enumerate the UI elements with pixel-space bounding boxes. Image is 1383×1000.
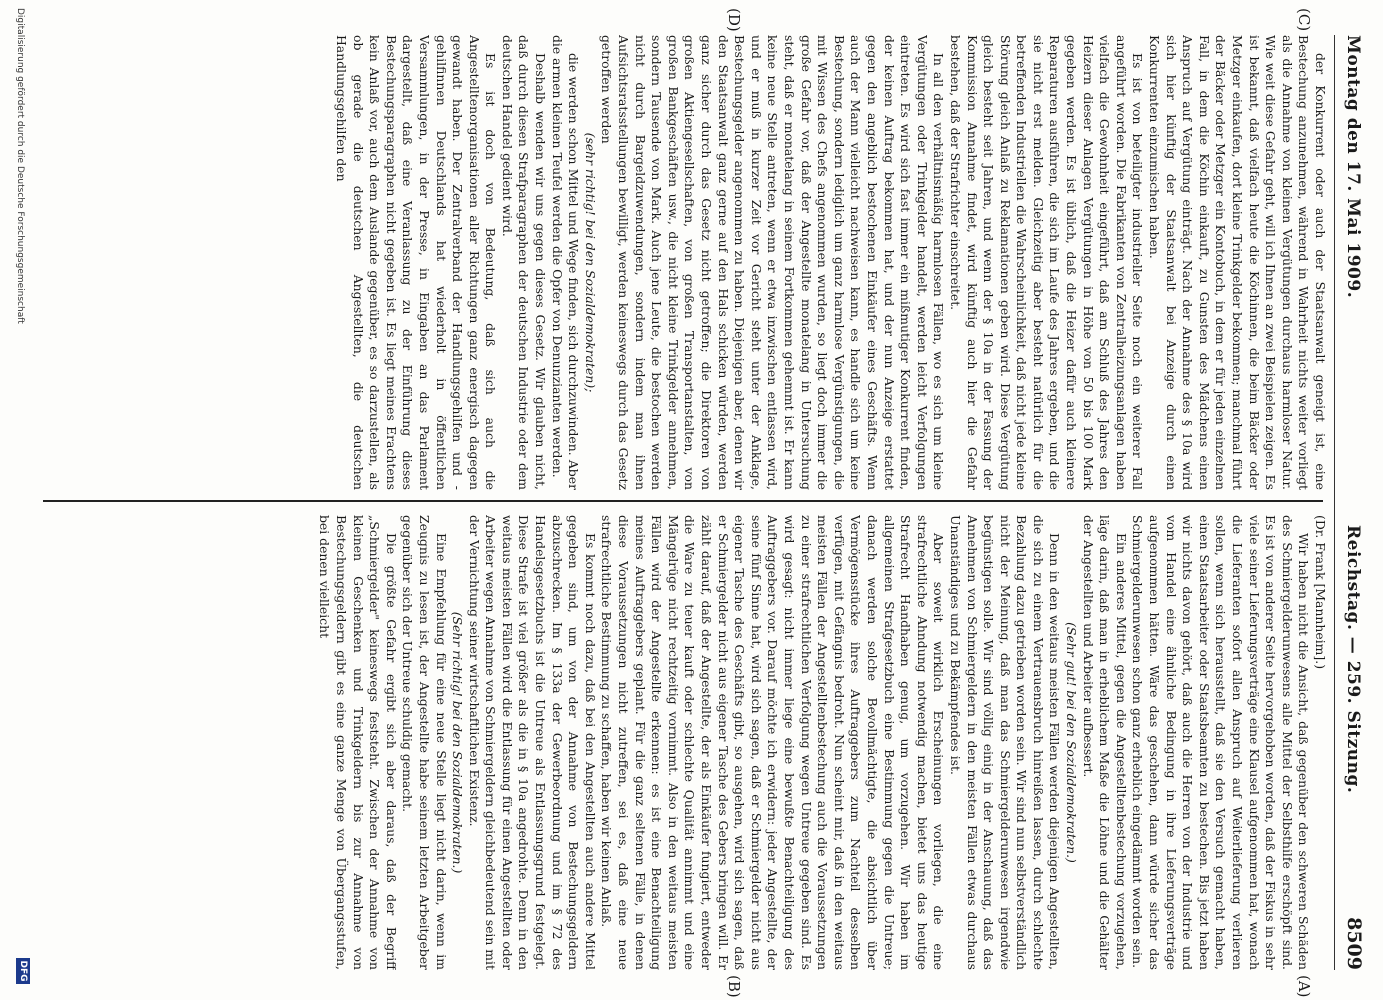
paragraph: die werden schon Mittel und Wege finden, sich durchzuwinden. Aber die armen kleinen Teufel werden die Opfer von Denunzianten werden. xyxy=(549,35,582,490)
paragraph: Es ist von beteiligter industrieller Seite noch ein weiterer Fall angeführt worden. Die Fabrikanten von Zentralheizungsanlagen haben vielfach die Gewohnheit eingeführt, daß am Schluß des Jahres den Heizern dieser Anlagen Vergütungen in Höhe von 50 bis 100 Mark gegeben werden. Es ist üblich, daß die Heizer dafür auch kleinere Reparaturen ausführen, die sich im Laufe des Jahres ergeben, und die sie nicht erst melden. Gleichzeitig aber besteht natürlich für die betreffenden Industriellen die Wahrscheinlichkeit, daß nicht jede kleine Störung gleich Anlaß zu Reklamationen geben wird. Diese Vergütung gleich besteht seit Jahren, und wenn der § 10a in der Fassung der Kommission Annahme findet, wird künftig auch hier die Gefahr bestehen, daß der Strafrichter einschreitet. xyxy=(947,35,1146,490)
paragraph: Denn in den weitaus meisten Fällen werden diejenigen Angestellten, die sich zu einem Vertrauensbruch hinreißen lassen, durch schlechte Bezahlung dazu getrieben worden sein. Wir sind nun selbstverständlich nicht der Meinung, daß man das Schmiergelderunwesen irgendwie begünstigen solle. Wir sind völlig einig in der Anschauung, daß das Annehmen von Schmiergeldern in den meisten Fällen etwas durchaus Unanständiges und zu Bekämpfendes ist. xyxy=(947,515,1063,970)
paragraph: der Konkurrent oder auch der Staatsanwalt geneigt ist, eine Bestechung anzunehmen, während in Wahrheit nichts weiter vorliegt als die Annahme von kleinen Vergütungen durchaus harmloser Natur. Wie weit diese Gefahr geht, will ich Ihnen an zwei Beispielen zeigen. Es ist bekannt, daß vielfach heute die Köchinnen, die beim Bäcker oder Metzger einkaufen, dort kleine Trinkgelder bekommen; manchmal führt der Bäcker oder Metzger ein Kontobuch, in dem er für jeden einzelnen Fall, in dem die Köchin einkauft, zu Gunsten des Mädchens einen Anspruch auf Vergütung einträgt. Nach der Annahme des § 10a wird sich hier künftig der Staatsanwalt bei Anzeige durch einen Konkurrenten einzumischen haben. xyxy=(1147,35,1328,490)
header-rule xyxy=(1334,35,1335,970)
interjection: (Sehr richtig! bei den Sozialdemokraten.) xyxy=(450,611,466,874)
margin-marker-c: (C) xyxy=(1295,8,1313,32)
paragraph: Aber soweit wirklich Erscheinungen vorliegen, die eine strafrechtliche Ahndung notwendig machen, bietet uns das heutige Strafrecht Handhaben genug, um vorzugehen. Wir haben im allgemeinen Strafgesetzbuch eine Bestimmung gegen die Untreue; danach werden solche Bevollmächtigte, die absichtlich über Vermögensstücke ihres Auftraggebers zum Nachteil desselben verfügen, mit Gefängnis bedroht. Nun scheint mir, daß in den weitaus meisten Fällen der Angestelltenbestechung auch die Voraussetzungen zu einer strafrechtlichen Verfolgung wegen Untreue gegeben sind. Es wird gesagt: nicht immer liege eine bewußte Benachteiligung des Auftraggebers vor. Darauf möchte ich erwidern: jeder Angestellte, der seine fünf Sinne hat, wird sich sagen, daß er Schmiergelder nicht aus eigener Tasche des Geschäfts gibt, so ausgehen, wird sich sagen, daß er Schmiergelder nicht aus eigener Tasche des Gebers bringen will. Er zählt darauf, daß der Angestellte, der als Einkäufer fungiert, entweder die Ware zu teuer kauft oder schlechte Qualität annimmt und eine Mängelrüge nicht rechtzeitig vornimmt. Also in den weitaus meisten Fällen wird der Angestellte erkennen: es ist eine Benachteiligung meines Auftraggebers geplant. Für die ganz seltenen Fälle, in denen diese Voraussetzungen nicht zutreffen, sei es, daß eine neue strafrechtliche Bestimmung zu schaffen, haben wir keinen Anlaß. xyxy=(599,515,947,970)
digitization-credit: Digitalisierung gefördert durch die Deutsche Forschungsgemeinschaft xyxy=(15,8,25,324)
session-title: Reichstag. — 259. Sitzung. xyxy=(1343,525,1363,794)
column-divider xyxy=(43,500,1323,502)
margin-marker-b: (B) xyxy=(725,975,743,998)
speaker-line: (Dr. Frank [Mannheim].) xyxy=(1313,515,1328,670)
margin-marker-d: (D) xyxy=(725,8,743,32)
dfg-logo: DFG xyxy=(16,958,30,984)
paragraph: Es ist doch von Bedeutung, daß sich auch die Angestelltenorganisationen aller Richtungen ganz energisch dagegen gewandt haben. Der Zentralverband der Handlungsgehilfen und -gehilfinnen Deutschlands hat wiederholt in öffentlichen Versammlungen, in der Presse, in Eingaben an das Parlament dargestellt, daß eine Veranlassung zu der Einführung dieses Bestechungsparagraphen nicht gegeben ist. Es liegt meines Erachtens kein Anlaß vor, auch dem Auslande gegenüber, es so darzustellen, als ob gerade die deutschen Angestellten, die deutschen Handlungsgehilfen den xyxy=(333,35,499,490)
paragraph: Deshalb wenden wir uns gegen dieses Gesetz. Wir glauben nicht, daß durch diesen Strafparagraphen der deutschen Industrie oder dem deutschen Handel gedient wird. xyxy=(499,35,549,490)
page-header xyxy=(1333,35,1373,970)
margin-marker-a: (A) xyxy=(1295,975,1313,998)
left-text-column xyxy=(38,35,1328,490)
paragraph: Eine Empfehlung für eine neue Stelle liegt nicht darin, wenn im Zeugnis zu lesen ist, der Angestellte habe seinem letzten Arbeitgeber gegenüber sich der Untreue schuldig gemacht. xyxy=(400,515,449,970)
right-text-column xyxy=(38,515,1328,970)
paragraph: Die größte Gefahr ergibt sich aber daraus, daß der Begriff „Schmiergelder" keineswegs feststeht. Zwischen der Annahme von kleinen Geschenken und Trinkgeldern bis zur Annahme von Bestechungsgeldern gibt es eine ganze Menge von Übergangsstufen, bei denen vielleicht xyxy=(317,515,399,970)
paragraph: Es kommt noch dazu, daß bei den Angestellten auch andere Mittel gegeben sind, um von der Annahme von Bestechungsgeldern abzuschrecken. Im § 133a der Gewerbeordnung und im § 72 des Handelsgesetzbuchs ist die Untreue als Entlassungsgrund festgelegt. Diese Strafe ist viel größer als die in § 10a angedrohte. Denn in den weitaus meisten Fällen wird die Entlassung für einen Angestellten oder Arbeiter wegen Annahme von Schmiergeldern gleichbedeutend sein mit der Vernichtung seiner wirtschaftlichen Existenz. xyxy=(466,515,598,970)
paragraph: In all den verhältnismäßig harmlosen Fällen, wo es sich um kleine Vergütungen oder Trinkgelder handelt, werden leicht Verfolgungen eintreten. Es wird sich fast immer ein mißmutiger Konkurrent finden, der keinen Auftrag bekommen hat, und der nun Anzeige erstattet gegen den angeblich bestochenen Einkäufer eines Geschäfts. Wenn auch der Mann vielleicht nachweisen kann, es handle sich um keine Bestechung, sondern lediglich um ganz harmlose Vergünstigungen, die mit Wissen des Chefs angenommen wurden, so liegt doch immer die große Gefahr vor, daß der Angestellte monatelang in Untersuchung steht, daß er monatelang in seinem Fortkommen gehemmt ist. Er kann keine neue Stelle antreten, wenn er etwa inzwischen entlassen wird, und er muß in kurzer Zeit vor Gericht steht unter der Anklage, Bestechungsgelder angenommen zu haben. Diejenigen aber, denen wir den Staatsanwalt ganz gerne auf den Hals schicken würden, werden ganz sicher durch das Gesetz nicht getroffen; die Direktoren von großen Aktiengesellschaften, von großen Transportanstalten, von großen Bankgeschäften usw., die nicht kleine Trinkgelder annehmen, sondern Tausende von Mark. Auch jene Leute, die bestochen werden nicht durch Bargeldzuwendungen, sondern indem man ihnen Aufsichtsratsstellungen bewilligt, werden keineswegs durch das Gesetz getroffen werden xyxy=(599,35,947,490)
paragraph: Wir haben nicht die Ansicht, daß gegenüber den schweren Schäden des Schmiergelderunwesens alle Mittel der Selbsthilfe erschöpft sind. Es ist von anderer Seite hervorgehoben worden, daß der Fiskus in sehr viele seiner Lieferungsverträge eine Klausel aufgenommen hat, wonach die Lieferanten sofort allen Anspruch auf Weiterlieferung verlieren sollen, wenn sich herausstellt, daß sie den Versuch gemacht haben, einen Staatsarbeiter oder Staatsbeamten zu bestechen. Bis jetzt haben wir nichts davon gehört, daß auch die Herren von der Industrie und vom Handel eine ähnliche Bedingung in ihre Lieferungsverträge aufgenommen hätten. Wäre das geschehen, dann würde sicher das Schmiergelderunwesen schon ganz erheblich eingedämmt worden sein. xyxy=(1130,515,1312,970)
page-number: 8509 xyxy=(1343,917,1365,970)
interjection: (Sehr gut! bei den Sozialdemokraten.) xyxy=(1064,622,1080,863)
interjection: (sehr richtig! bei den Sozialdemokraten); xyxy=(582,132,598,393)
paragraph: Ein anderes Mittel, gegen die Angestelltenbestechung vorzugehen, läge darin, daß man in erheblichem Maße die Löhne und die Gehälter der Angestellten und Arbeiter aufbessert. xyxy=(1080,515,1129,970)
session-date: Montag den 17. Mai 1909. xyxy=(1343,35,1363,299)
